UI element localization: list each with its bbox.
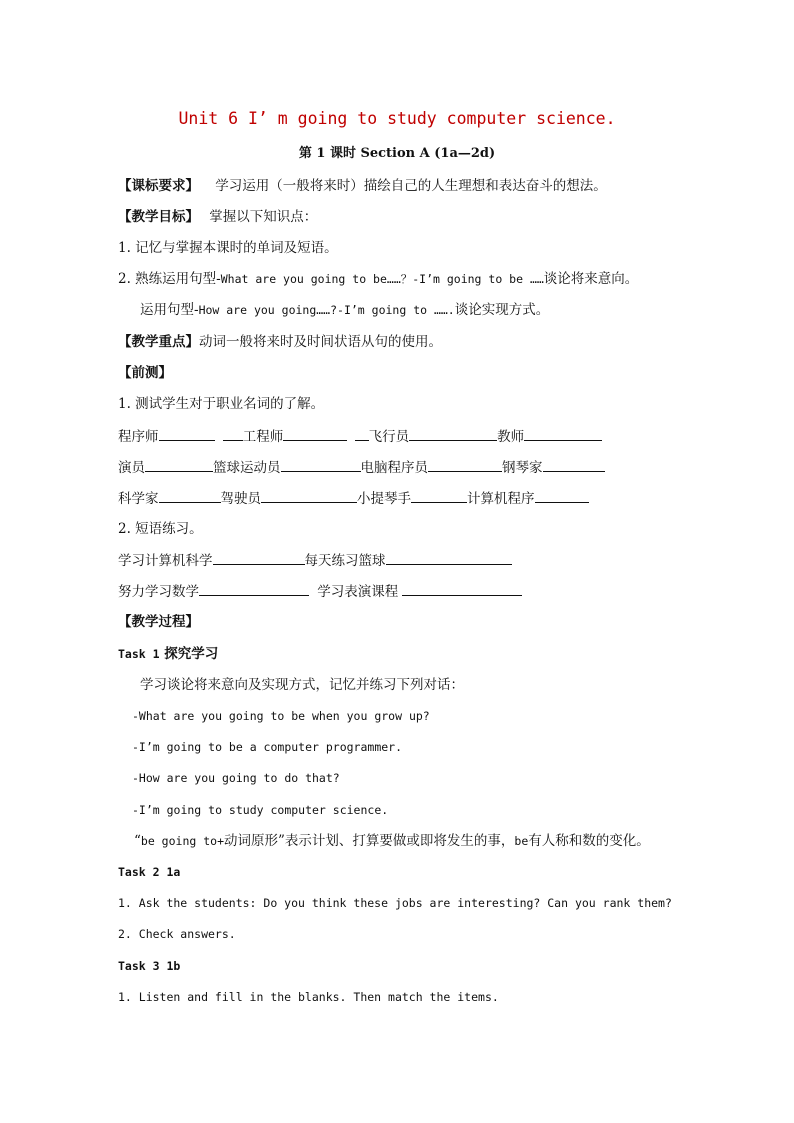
task1-intro: 学习谈论将来意向及实现方式，记忆并练习下列对话： — [140, 677, 464, 693]
job-label: 演员 — [118, 460, 145, 476]
job-label: 小提琴手 — [357, 491, 411, 507]
task2-item: 2. Check answers. — [118, 927, 236, 941]
job-label: 程序师 — [118, 429, 159, 445]
requirements-text: 学习运用（一般将来时）描绘自己的人生理想和表达奋斗的想法。 — [215, 178, 607, 194]
job-row-3 — [118, 488, 589, 509]
answer-blank[interactable] — [411, 488, 467, 503]
job-label: 教师 — [497, 429, 525, 445]
keypoint-line — [118, 332, 442, 352]
goals-line — [118, 207, 317, 227]
task3-item: 1. Listen and fill in the blanks. Then match the items. — [118, 990, 499, 1004]
answer-blank[interactable] — [159, 426, 215, 441]
answer-blank[interactable] — [283, 426, 347, 441]
pretest-q2: 2. 短语练习。 — [118, 521, 203, 537]
requirements-label: 【课标要求】 — [118, 178, 199, 194]
job-row-2 — [118, 457, 605, 478]
task1-heading — [118, 644, 218, 664]
task2-heading: Task 2 1a — [118, 865, 181, 879]
goal-item-3-prefix: 运用句型- — [140, 302, 199, 318]
job-label: 钢琴家 — [502, 460, 543, 476]
phrase-label: 每天练习篮球 — [304, 553, 386, 569]
answer-blank[interactable] — [535, 488, 589, 503]
goal-item-2 — [118, 269, 638, 289]
job-label: 驾驶员 — [220, 491, 261, 507]
job-label: 飞行员 — [368, 429, 410, 445]
job-label: 工程师 — [242, 429, 284, 445]
goal-item-3-english: How are you going……?-I’m going to ……. — [198, 303, 455, 317]
job-label: 电脑程序员 — [360, 460, 428, 476]
task3-heading: Task 3 1b — [118, 959, 181, 973]
job-row-1 — [118, 426, 602, 447]
answer-blank[interactable] — [159, 488, 221, 503]
phrase-row-2 — [118, 581, 522, 602]
answer-blank[interactable] — [386, 550, 512, 565]
phrase-label: 学习计算机科学 — [118, 553, 213, 569]
goal-item-3-suffix: 谈论实现方式。 — [454, 302, 550, 318]
goals-label: 【教学目标】 — [118, 209, 199, 225]
dialog-line: -How are you going to do that? — [132, 771, 340, 785]
pretest-label: 【前测】 — [118, 365, 172, 381]
note-middle: 动词原形”表示计划、打算要做或即将发生的事， — [224, 833, 515, 849]
answer-blank[interactable] — [281, 457, 361, 472]
lesson-subtitle: 第 1 课时 Section A (1a—2d) — [298, 146, 496, 161]
task1-title: 探究学习 — [164, 646, 219, 662]
task1-label: Task 1 — [118, 647, 160, 661]
keypoint-text: 动词一般将来时及时间状语从句的使用。 — [199, 334, 442, 350]
goal-item-3 — [140, 300, 549, 320]
answer-blank[interactable] — [402, 581, 522, 596]
answer-blank[interactable] — [355, 426, 369, 441]
document-title: Unit 6 I’ m going to study computer science. — [178, 109, 616, 128]
phrase-label: 努力学习数学 — [118, 584, 199, 600]
goal-item-2-prefix: 2. 熟练运用句型- — [118, 271, 221, 287]
answer-blank[interactable] — [428, 457, 502, 472]
note-quote: “ — [134, 833, 141, 849]
job-label: 计算机程序 — [467, 491, 535, 507]
answer-blank[interactable] — [199, 581, 309, 596]
note-suffix: 有人称和数的变化。 — [528, 833, 650, 849]
answer-blank[interactable] — [261, 488, 357, 503]
task2-item: 1. Ask the students: Do you think these jobs are interesting? Can you rank them? — [118, 896, 672, 910]
answer-blank[interactable] — [223, 426, 243, 441]
goal-item-2-english: What are you going to be……？-I’m going to be …… — [220, 272, 544, 286]
answer-blank[interactable] — [524, 426, 602, 441]
goal-item-1: 1. 记忆与掌握本课时的单词及短语。 — [118, 240, 338, 256]
phrase-row-1 — [118, 550, 512, 571]
goals-text: 掌握以下知识点： — [209, 209, 318, 225]
answer-blank[interactable] — [145, 457, 213, 472]
goal-item-2-suffix: 谈论将来意向。 — [543, 271, 639, 287]
pretest-q1: 1. 测试学生对于职业名词的了解。 — [118, 396, 325, 412]
note-be: be — [514, 834, 529, 848]
requirements-line — [118, 176, 607, 196]
process-label: 【教学过程】 — [118, 614, 199, 630]
dialog-line: -What are you going to be when you grow up? — [132, 709, 430, 723]
dialog-line: -I’m going to be a computer programmer. — [132, 740, 403, 754]
phrase-label: 学习表演课程 — [317, 584, 399, 600]
job-label: 篮球运动员 — [213, 460, 281, 476]
keypoint-label: 【教学重点】 — [118, 334, 199, 350]
answer-blank[interactable] — [409, 426, 497, 441]
job-label: 科学家 — [118, 491, 159, 507]
grammar-note — [134, 831, 650, 851]
note-english: be going to+ — [140, 834, 224, 848]
answer-blank[interactable] — [543, 457, 605, 472]
answer-blank[interactable] — [213, 550, 305, 565]
dialog-line: -I’m going to study computer science. — [132, 803, 389, 817]
